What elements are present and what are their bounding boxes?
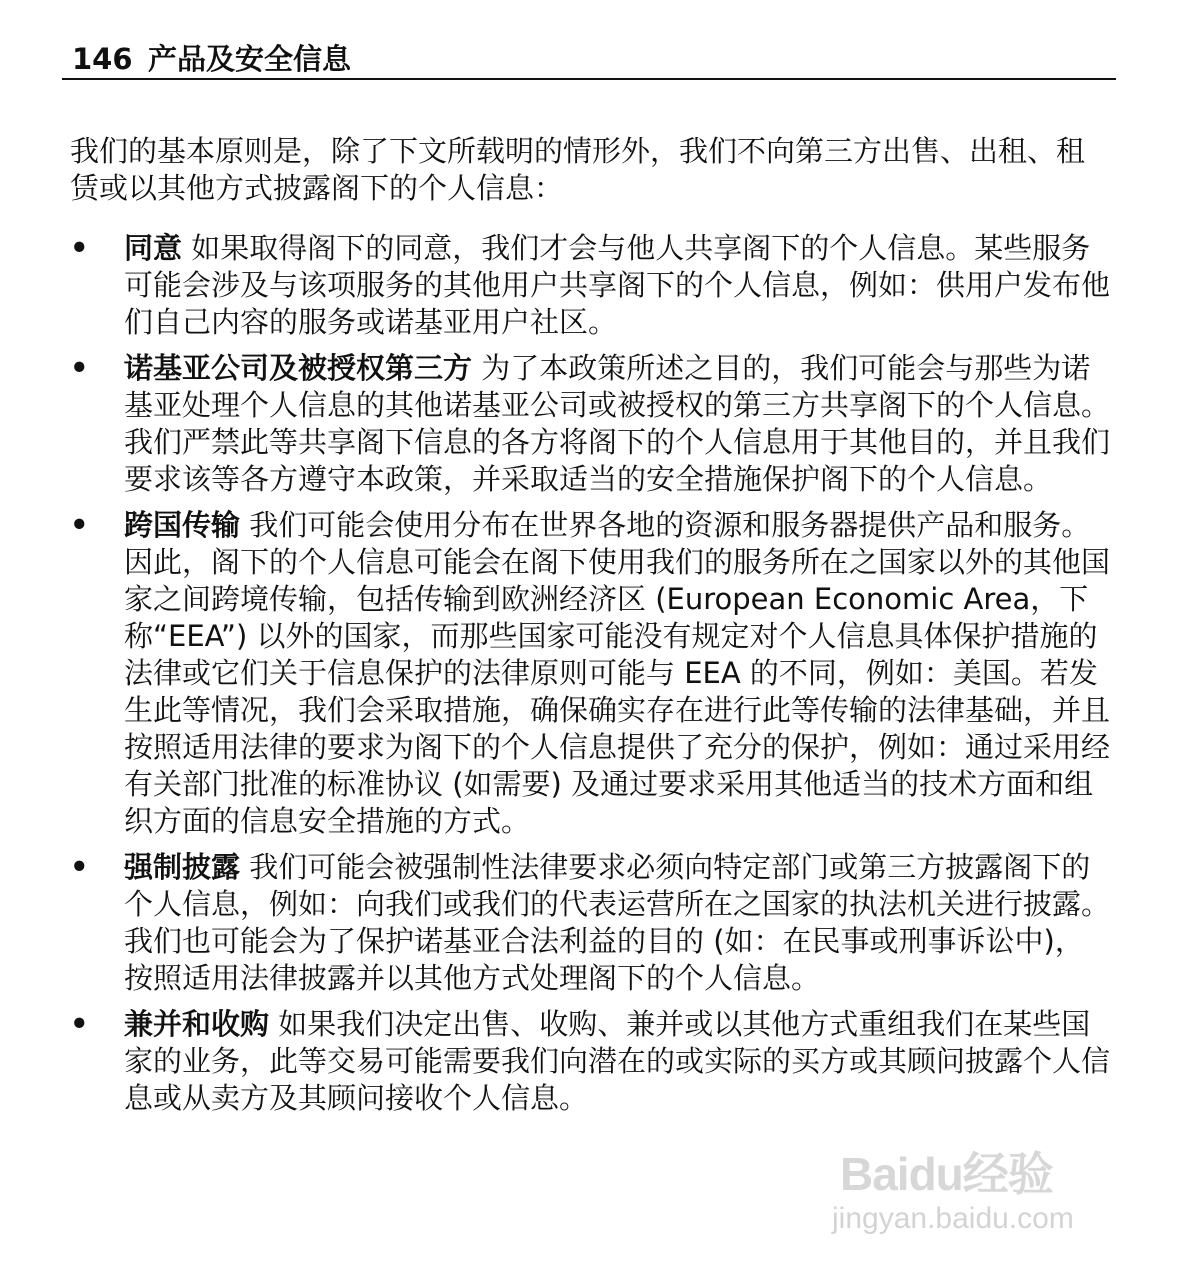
list-item-mergers-acquisitions: [70, 1006, 1110, 1117]
page-header: [62, 40, 1116, 80]
list-item-mandatory-disclosure: [70, 849, 1110, 997]
disclosure-list: [70, 230, 1110, 1126]
bullet-icon: •: [70, 1007, 89, 1041]
bullet-icon: •: [70, 850, 89, 884]
item-term: 强制披露: [124, 850, 241, 884]
item-term: 跨国传输: [124, 508, 241, 542]
item-text: 我们可能会使用分布在世界各地的资源和服务器提供产品和服务。因此，阁下的个人信息可能会在阁下使用我们的服务所在之国家以外的其他国家之间跨境传输，包括传输到欧洲经济区 (European Economic Area，下称“EEA”) 以外的国家，而那些国家可能没有规定对个人信息具体保护措施的法律或它们关于信息保护的法律原则可能与 EEA 的不同，例如：美国。若发生此等情况，我们会采取措施，确保确实存在进行此等传输的法律基础，并且按照适用法律的要求为阁下的个人信息提供了充分的保护，例如：通过采用经有关部门批准的标准协议 (如需要) 及通过要求采用其他适当的技术方面和组织方面的信息安全措施的方式。: [124, 508, 1111, 838]
page-number: 146: [72, 42, 133, 76]
list-item-consent: [70, 230, 1110, 341]
item-term: 诺基亚公司及被授权第三方: [124, 351, 473, 385]
item-text: 如果取得阁下的同意，我们才会与他人共享阁下的个人信息。某些服务可能会涉及与该项服务的其他用户共享阁下的个人信息，例如：供用户发布他们自己内容的服务或诺基亚用户社区。: [124, 231, 1111, 339]
list-item-international-transfer: [70, 507, 1110, 840]
item-text: 为了本政策所述之目的，我们可能会与那些为诺基亚处理个人信息的其他诺基亚公司或被授权的第三方共享阁下的个人信息。我们严禁此等共享阁下信息的各方将阁下的个人信息用于其他目的，并且我们要求该等各方遵守本政策，并采取适当的安全措施保护阁下的个人信息。: [124, 351, 1111, 496]
item-term: 同意: [124, 231, 183, 265]
page-heading: 产品及安全信息: [148, 42, 352, 76]
item-text: 如果我们决定出售、收购、兼并或以其他方式重组我们在某些国家的业务，此等交易可能需要我们向潜在的或实际的买方或其顾问披露个人信息或从卖方及其顾问接收个人信息。: [124, 1007, 1111, 1115]
item-term: 兼并和收购: [124, 1007, 270, 1041]
item-text: 我们可能会被强制性法律要求必须向特定部门或第三方披露阁下的个人信息，例如：向我们或我们的代表运营所在之国家的执法机关进行披露。我们也可能会为了保护诺基亚合法利益的目的 (如：在民事或刑事诉讼中)，按照适用法律披露并以其他方式处理阁下的个人信息。: [124, 850, 1111, 995]
watermark-brand: Baidu经验: [840, 1148, 1053, 1200]
bullet-icon: •: [70, 508, 89, 542]
list-item-nokia-companies: [70, 350, 1110, 498]
bullet-icon: •: [70, 231, 89, 265]
watermark-url: jingyan.baidu.com: [832, 1202, 1074, 1235]
intro-paragraph: 我们的基本原则是，除了下文所载明的情形外，我们不向第三方出售、出租、租赁或以其他方式披露阁下的个人信息：: [70, 134, 1086, 205]
bullet-icon: •: [70, 351, 89, 385]
baidu-watermark: [832, 1138, 1122, 1262]
